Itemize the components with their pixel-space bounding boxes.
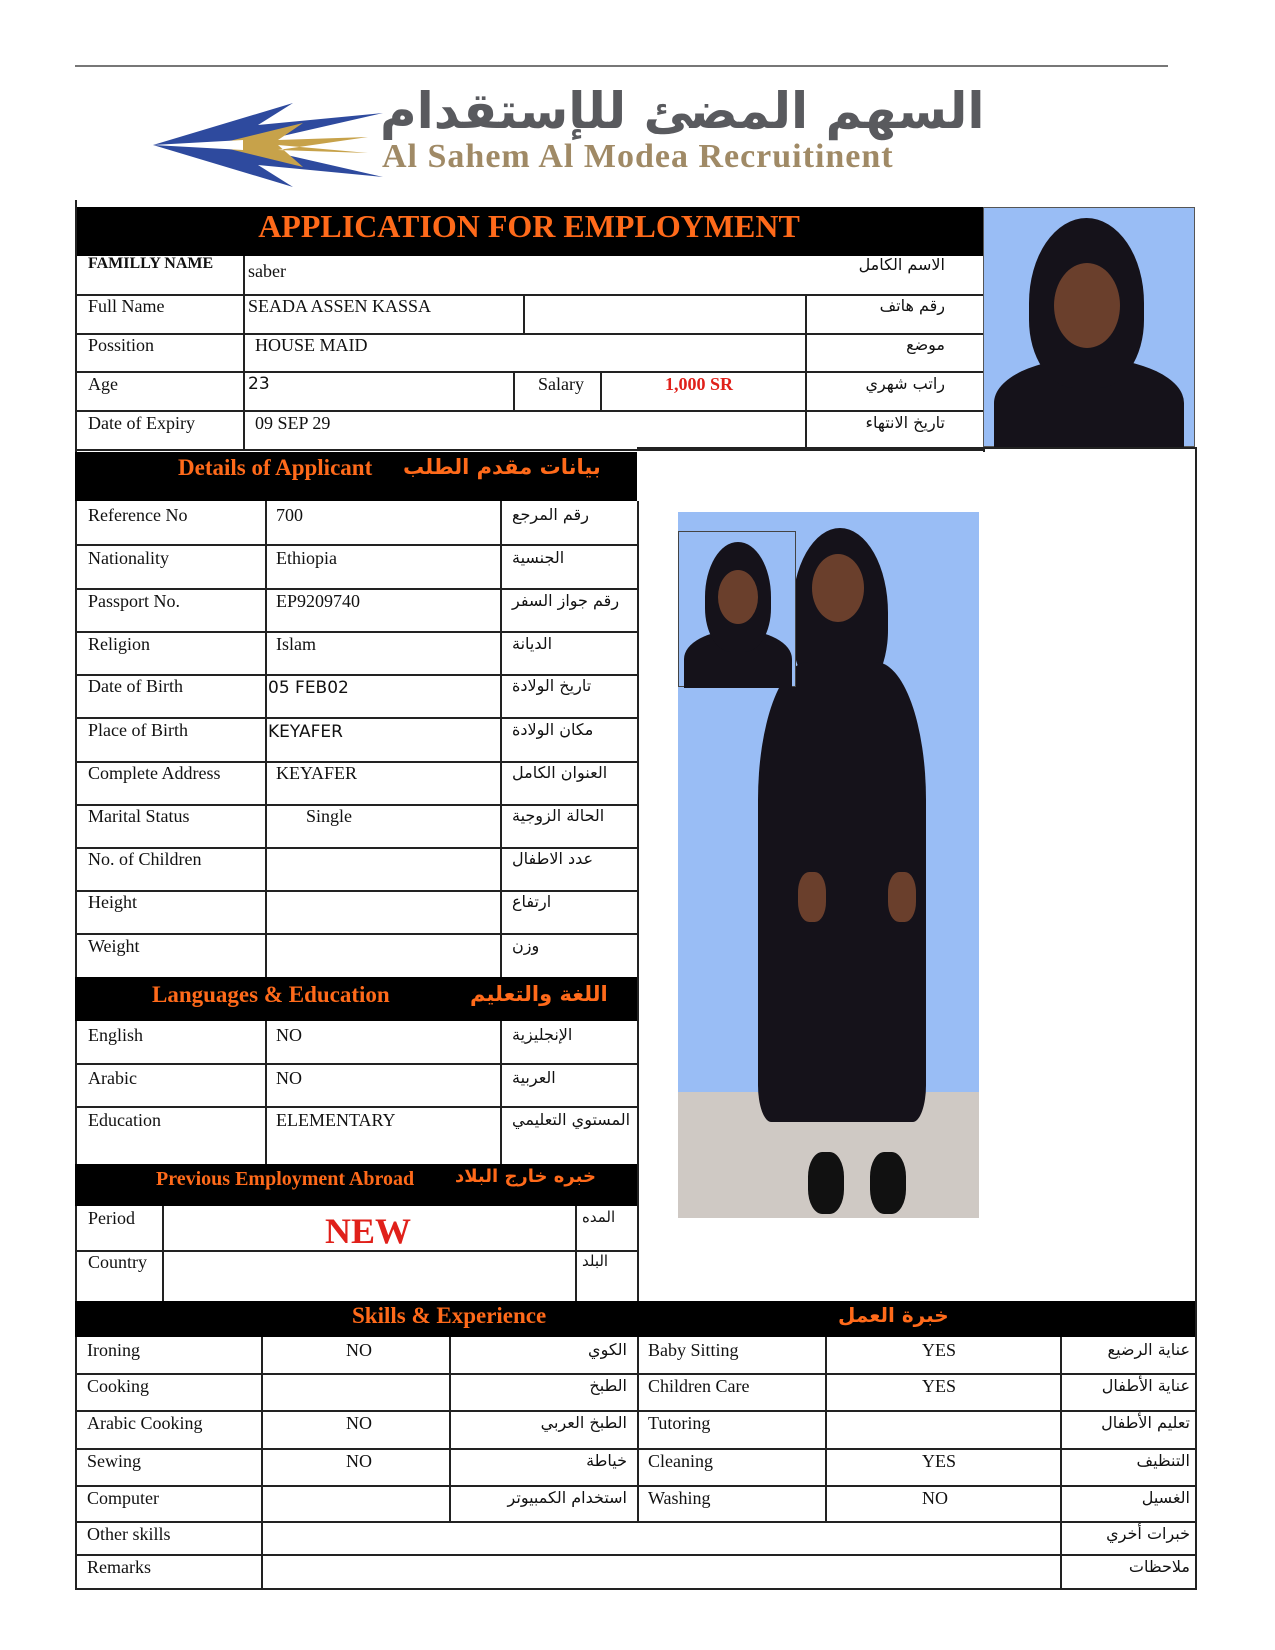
expiry-value: 09 SEP 29: [255, 413, 331, 433]
phone-arabic: رقم هاتف: [879, 296, 945, 315]
skill-label: Ironing: [87, 1340, 140, 1360]
languages-heading-en: Languages & Education: [152, 982, 390, 1007]
skill-value: NO: [346, 1340, 372, 1360]
language-label: Arabic: [88, 1068, 137, 1088]
detail-arabic: الحالة الزوجية: [512, 806, 605, 825]
position-label: Possition: [88, 335, 155, 355]
age-value: 23: [248, 374, 270, 394]
face-photo: [678, 531, 796, 687]
detail-label: Marital Status: [88, 806, 190, 826]
previous-heading-ar: خبره خارج البلاد: [455, 1166, 596, 1187]
language-label: English: [88, 1025, 144, 1045]
position-value: HOUSE MAID: [255, 335, 368, 355]
skills-heading-en: Skills & Experience: [352, 1303, 547, 1328]
age-label: Age: [88, 374, 118, 394]
detail-label: Nationality: [88, 548, 169, 568]
skill-label: Tutoring: [648, 1413, 711, 1433]
skill-label: Cleaning: [648, 1451, 713, 1471]
other-skills-label: Other skills: [87, 1524, 171, 1544]
skill-value: YES: [922, 1376, 957, 1396]
remarks-label: Remarks: [87, 1557, 151, 1577]
detail-value: KEYAFER: [268, 722, 343, 742]
detail-arabic: وزن: [512, 936, 540, 955]
skill-arabic: الغسيل: [1141, 1488, 1190, 1507]
education-arabic: المستوي التعليمي: [512, 1110, 631, 1129]
expiry-arabic: تاريخ الانتهاء: [865, 413, 945, 432]
skill-value: YES: [922, 1340, 957, 1360]
detail-label: Weight: [88, 936, 140, 956]
detail-arabic: تاريخ الولادة: [512, 676, 592, 695]
detail-label: Passport No.: [88, 591, 181, 611]
country-label: Country: [88, 1252, 148, 1272]
family-name-value: saber: [248, 261, 286, 281]
position-arabic: موضع: [906, 335, 945, 354]
period-label: Period: [88, 1208, 135, 1228]
skill-arabic: الطبخ العربي: [540, 1413, 627, 1432]
education-label: Education: [88, 1110, 161, 1130]
detail-arabic: مكان الولادة: [512, 720, 594, 739]
detail-label: No. of Children: [88, 849, 202, 869]
languages-heading-ar: اللغة والتعليم: [470, 982, 608, 1006]
new-status: NEW: [325, 1211, 412, 1251]
skill-arabic: تعليم الأطفال: [1101, 1413, 1190, 1432]
detail-value: Single: [306, 806, 353, 826]
details-heading-en: Details of Applicant: [178, 455, 373, 480]
skill-arabic: الكوي: [588, 1340, 627, 1359]
detail-arabic: رقم المرجع: [512, 505, 589, 524]
detail-value: EP9209740: [276, 591, 361, 611]
detail-label: Reference No: [88, 505, 188, 525]
detail-label: Complete Address: [88, 763, 221, 783]
salary-arabic: راتب شهري: [865, 374, 945, 393]
detail-arabic: عدد الاطفال: [512, 849, 594, 868]
detail-arabic: العنوان الكامل: [512, 763, 608, 782]
portrait-photo: [983, 207, 1195, 447]
education-value: ELEMENTARY: [276, 1110, 396, 1130]
salary-label: Salary: [538, 374, 584, 394]
skill-arabic: التنظيف: [1136, 1451, 1190, 1470]
skill-arabic: عناية الأطفال: [1101, 1376, 1190, 1395]
detail-value: Islam: [276, 634, 316, 654]
banner-arabic-name: السهم المضئ للإستقدام: [380, 82, 985, 140]
detail-arabic: ارتفاع: [512, 892, 552, 911]
skill-label: Cooking: [87, 1376, 150, 1396]
page-title: APPLICATION FOR EMPLOYMENT: [258, 208, 800, 244]
detail-label: Date of Birth: [88, 676, 183, 696]
skill-value: NO: [346, 1451, 372, 1471]
skill-label: Children Care: [648, 1376, 750, 1396]
detail-value: KEYAFER: [276, 763, 358, 783]
skill-value: NO: [346, 1413, 372, 1433]
detail-label: Religion: [88, 634, 150, 654]
skill-value: YES: [922, 1451, 957, 1471]
previous-heading-en: Previous Employment Abroad: [156, 1168, 415, 1190]
arrow-logo-icon: [153, 85, 393, 195]
remarks-arabic: ملاحظات: [1128, 1557, 1190, 1576]
skill-arabic: استخدام الكمبيوتر: [507, 1488, 627, 1507]
skills-heading-ar: خبرة العمل: [838, 1303, 949, 1327]
detail-value: Ethiopia: [276, 548, 337, 568]
detail-label: Height: [88, 892, 137, 912]
country-arabic: البلد: [582, 1252, 609, 1270]
skill-arabic: الطبخ: [589, 1376, 627, 1395]
skills-heading-bar: [75, 1301, 1197, 1337]
detail-arabic: رقم جواز السفر: [512, 591, 620, 610]
skill-label: Computer: [87, 1488, 159, 1508]
detail-value: 700: [276, 505, 303, 525]
skill-value: NO: [922, 1488, 948, 1508]
skill-label: Arabic Cooking: [87, 1413, 203, 1433]
language-value: NO: [276, 1025, 302, 1045]
salary-value: 1,000 SR: [665, 374, 734, 394]
skill-label: Baby Sitting: [648, 1340, 739, 1360]
detail-value: 05 FEB02: [268, 678, 349, 698]
full-name-label: Full Name: [88, 296, 165, 316]
detail-label: Place of Birth: [88, 720, 188, 740]
full-name-value: SEADA ASSEN KASSA: [248, 296, 432, 316]
details-heading-ar: بيانات مقدم الطلب: [403, 455, 601, 479]
skill-label: Sewing: [87, 1451, 141, 1471]
family-name-arabic: الاسم الكامل: [858, 255, 945, 274]
expiry-label: Date of Expiry: [88, 413, 195, 433]
language-arabic: الإنجليزية: [512, 1025, 573, 1044]
detail-arabic: الجنسية: [512, 548, 565, 567]
banner-english-name: Al Sahem Al Modea Recruitinent: [382, 138, 894, 175]
skill-arabic: خياطة: [586, 1451, 627, 1470]
language-arabic: العربية: [512, 1068, 556, 1087]
period-arabic: المده: [582, 1208, 616, 1226]
language-value: NO: [276, 1068, 302, 1088]
family-name-label: FAMILLY NAME: [88, 255, 214, 272]
skill-arabic: عناية الرضيع: [1107, 1340, 1190, 1359]
skill-label: Washing: [648, 1488, 711, 1508]
other-skills-arabic: خبرات أخري: [1106, 1524, 1190, 1543]
detail-arabic: الديانة: [512, 634, 553, 653]
